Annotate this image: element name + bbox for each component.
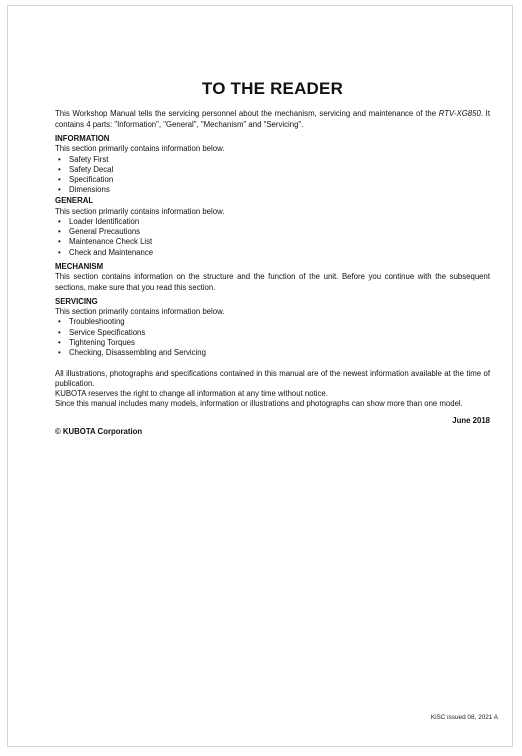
list-item: • Tightening Torques — [58, 338, 135, 348]
list-item: • Troubleshooting — [58, 317, 125, 327]
intro-paragraph — [55, 109, 490, 130]
bullet-icon: • — [58, 338, 61, 348]
mechanism-heading: MECHANISM — [55, 262, 104, 272]
page-title: TO THE READER — [201, 79, 344, 98]
bullet-icon: • — [58, 216, 61, 226]
bullet-icon: • — [58, 247, 61, 257]
bullet-icon: • — [58, 185, 61, 193]
mechanism-text: This section contains information on the structure and the function of the unit. Before you continue with the subsequent sections, make sure that you read this section. — [55, 272, 490, 292]
note-paragraph: Since this manual includes many models, information or illustrations and photographs can show more than one model. — [55, 399, 463, 409]
document-page — [7, 5, 513, 747]
issue-footer: KiSC issued 08, 2021 A — [430, 713, 498, 721]
list-item: • Safety First — [58, 154, 109, 164]
bullet-icon: • — [58, 154, 61, 164]
list-item: • Service Specifications — [58, 327, 146, 337]
note-paragraph: All illustrations, photographs and specifications contained in this manual are of the newest information available at the time of publication. — [55, 368, 490, 388]
bullet-icon: • — [58, 175, 61, 185]
intro-text-after: . It contains 4 parts: "Information", "General", "Mechanism" and "Servicing". — [55, 109, 491, 129]
servicing-list — [55, 317, 490, 358]
notes-section — [55, 369, 490, 410]
general-section — [55, 196, 490, 258]
bullet-icon: • — [58, 164, 61, 174]
information-heading: INFORMATION — [55, 133, 110, 143]
information-section — [55, 134, 490, 192]
list-item: • Dimensions — [55, 185, 490, 192]
list-item: • Maintenance Check List — [58, 237, 153, 247]
bullet-icon: • — [58, 348, 61, 358]
servicing-heading: SERVICING — [55, 296, 98, 306]
page-content — [55, 79, 490, 437]
publication-date: June 2018 — [452, 415, 490, 425]
general-heading: GENERAL — [55, 196, 94, 206]
intro-text-before: This Workshop Manual tells the servicing personnel about the mechanism, servicing and maintenance of the — [55, 109, 439, 119]
list-item: • Loader Identification — [58, 216, 140, 226]
servicing-section — [55, 297, 490, 359]
list-item: • Check and Maintenance — [58, 247, 154, 257]
note-paragraph: KUBOTA reserves the right to change all information at any time without notice. — [55, 389, 328, 399]
list-item: • Checking, Disassembling and Servicing — [58, 348, 206, 358]
model-name: RTV-XG850 — [438, 109, 481, 119]
bullet-icon: • — [58, 317, 61, 327]
copyright-notice: © KUBOTA Corporation — [55, 426, 143, 436]
list-item: • General Precautions — [58, 227, 141, 237]
mechanism-section — [55, 262, 490, 293]
list-item: • Specification — [58, 175, 114, 185]
servicing-text: This section primarily contains information below. — [55, 307, 225, 317]
information-list — [55, 155, 490, 193]
list-item: • Safety Decal — [58, 164, 114, 174]
bullet-icon: • — [58, 227, 61, 237]
bullet-icon: • — [58, 237, 61, 247]
information-text: This section primarily contains information below. — [55, 144, 225, 154]
bullet-icon: • — [58, 327, 61, 337]
general-text: This section primarily contains information below. — [55, 206, 225, 216]
general-list — [55, 217, 490, 258]
